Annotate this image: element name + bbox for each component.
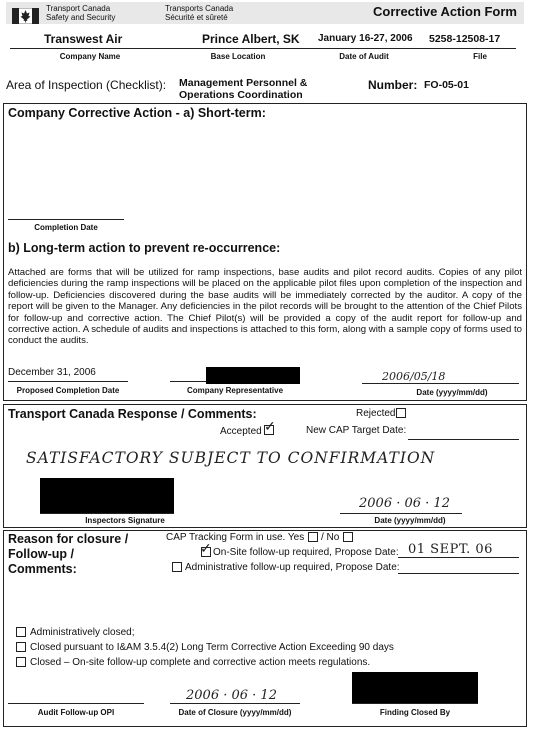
base-location-label: Base Location bbox=[210, 52, 266, 61]
file-label: File bbox=[473, 52, 487, 61]
closure-heading-line-3: Comments: bbox=[8, 562, 77, 576]
date-of-audit-label: Date of Audit bbox=[339, 52, 389, 61]
company-representative-signature-redacted bbox=[206, 367, 300, 384]
response-date-handwritten: 2006 · 06 · 12 bbox=[359, 496, 450, 511]
area-value-line-2: Operations Coordination bbox=[179, 89, 303, 101]
inspector-signature-redacted bbox=[40, 478, 174, 513]
closure-date-handwritten: 2006 · 06 · 12 bbox=[186, 688, 277, 703]
audit-followup-opi-label: Audit Follow-up OPI bbox=[37, 708, 115, 717]
accepted-label: Accepted bbox=[220, 426, 262, 437]
onsite-propose-date-handwritten: 01 SEPT. 06 bbox=[408, 542, 493, 557]
corrective-action-heading: Company Corrective Action - a) Short-term: bbox=[8, 106, 266, 120]
agency-french-line-2: Sécurité et sûreté bbox=[165, 13, 228, 22]
long-term-heading: b) Long-term action to prevent re-occurrence: bbox=[8, 241, 281, 255]
company-name-value: Transwest Air bbox=[44, 32, 123, 46]
accepted-check-mark: ✓ bbox=[264, 419, 276, 435]
file-value: 5258-12508-17 bbox=[429, 33, 501, 45]
rejected-label: Rejected bbox=[356, 408, 396, 419]
admin-followup-label: Administrative follow-up required, Propose Date: bbox=[185, 562, 400, 573]
closure-heading-line-2: Follow-up / bbox=[8, 547, 74, 561]
response-comment-handwritten: SATISFACTORY SUBJECT TO CONFIRMATION bbox=[26, 449, 436, 467]
representative-date-label: Date (yyyy/mm/dd) bbox=[416, 388, 488, 397]
long-term-action-text: Attached are forms that will be utilized for ramp inspections, base audits and pilot record audits. Copies of any pilot deficiencies during the ramp inspections will be placed on the applicable pilot files upon completion of the inspection and follow-up. Deficiencies discovered during the base audits will be immediately corrected by the auditor. A copy of the report will be given to the Manager. Any deficiencies in the pilot records will be brought to the attention of the Chief Pilots for follow-up and corrective action. The Chief Pilot(s) will be provided a copy of the audit report for follow-up and corrective action. A schedule of audits and inspections is attached to this form, along with a sample copy of forms used to conduct the audits. bbox=[8, 267, 522, 347]
closed-onsite-complete-label: Closed – On-site follow-up complete and corrective action meets regulations. bbox=[30, 657, 371, 668]
form-title: Corrective Action Form bbox=[373, 4, 517, 19]
area-of-inspection-label: Area of Inspection (Checklist): bbox=[6, 78, 167, 92]
onsite-followup-label: On-Site follow-up required, Propose Date: bbox=[213, 547, 399, 558]
agency-english-line-1: Transport Canada bbox=[46, 4, 111, 13]
cap-yes-checkbox[interactable] bbox=[308, 532, 318, 542]
response-date-label: Date (yyyy/mm/dd) bbox=[374, 516, 446, 525]
onsite-check-mark: ✓ bbox=[200, 541, 212, 557]
completion-date-label: Completion Date bbox=[34, 223, 98, 232]
company-name-label: Company Name bbox=[59, 52, 121, 61]
base-location-value: Prince Albert, SK bbox=[202, 32, 300, 46]
closed-long-term-label: Closed pursuant to I&AM 3.5.4(2) Long Term Corrective Action Exceeding 90 days bbox=[30, 642, 394, 653]
admin-followup-checkbox[interactable] bbox=[172, 562, 182, 572]
administratively-closed-checkbox[interactable] bbox=[16, 627, 26, 637]
agency-french-line-1: Transports Canada bbox=[165, 4, 234, 13]
cap-tracking-label: CAP Tracking Form in use. Yes bbox=[166, 532, 305, 543]
finding-closed-by-label: Finding Closed By bbox=[379, 708, 451, 717]
date-of-audit-value: January 16-27, 2006 bbox=[318, 33, 413, 44]
closure-heading-line-1: Reason for closure / bbox=[8, 532, 129, 546]
proposed-completion-date-label: Proposed Completion Date bbox=[16, 386, 120, 395]
canada-flag-icon bbox=[12, 8, 39, 24]
finding-closed-by-redacted bbox=[352, 672, 478, 703]
new-cap-target-date-label: New CAP Target Date: bbox=[306, 425, 407, 436]
cap-no-checkbox[interactable] bbox=[343, 532, 353, 542]
area-value-line-1: Management Personnel & bbox=[179, 77, 308, 89]
response-heading: Transport Canada Response / Comments: bbox=[8, 407, 257, 421]
number-label: Number: bbox=[368, 78, 418, 92]
rejected-checkbox[interactable] bbox=[396, 408, 406, 418]
closed-onsite-complete-checkbox[interactable] bbox=[16, 657, 26, 667]
agency-english-line-2: Safety and Security bbox=[46, 13, 116, 22]
date-of-closure-label: Date of Closure (yyyy/mm/dd) bbox=[178, 708, 292, 717]
closed-long-term-checkbox[interactable] bbox=[16, 642, 26, 652]
representative-date-handwritten: 2006/05/18 bbox=[382, 370, 446, 383]
cap-no-label: / No bbox=[321, 532, 340, 543]
company-representative-label: Company Representative bbox=[186, 386, 284, 395]
inspectors-signature-label: Inspectors Signature bbox=[85, 516, 165, 525]
number-value: FO-05-01 bbox=[424, 79, 469, 91]
proposed-completion-date-value: December 31, 2006 bbox=[8, 367, 96, 378]
administratively-closed-label: Administratively closed; bbox=[30, 627, 135, 638]
